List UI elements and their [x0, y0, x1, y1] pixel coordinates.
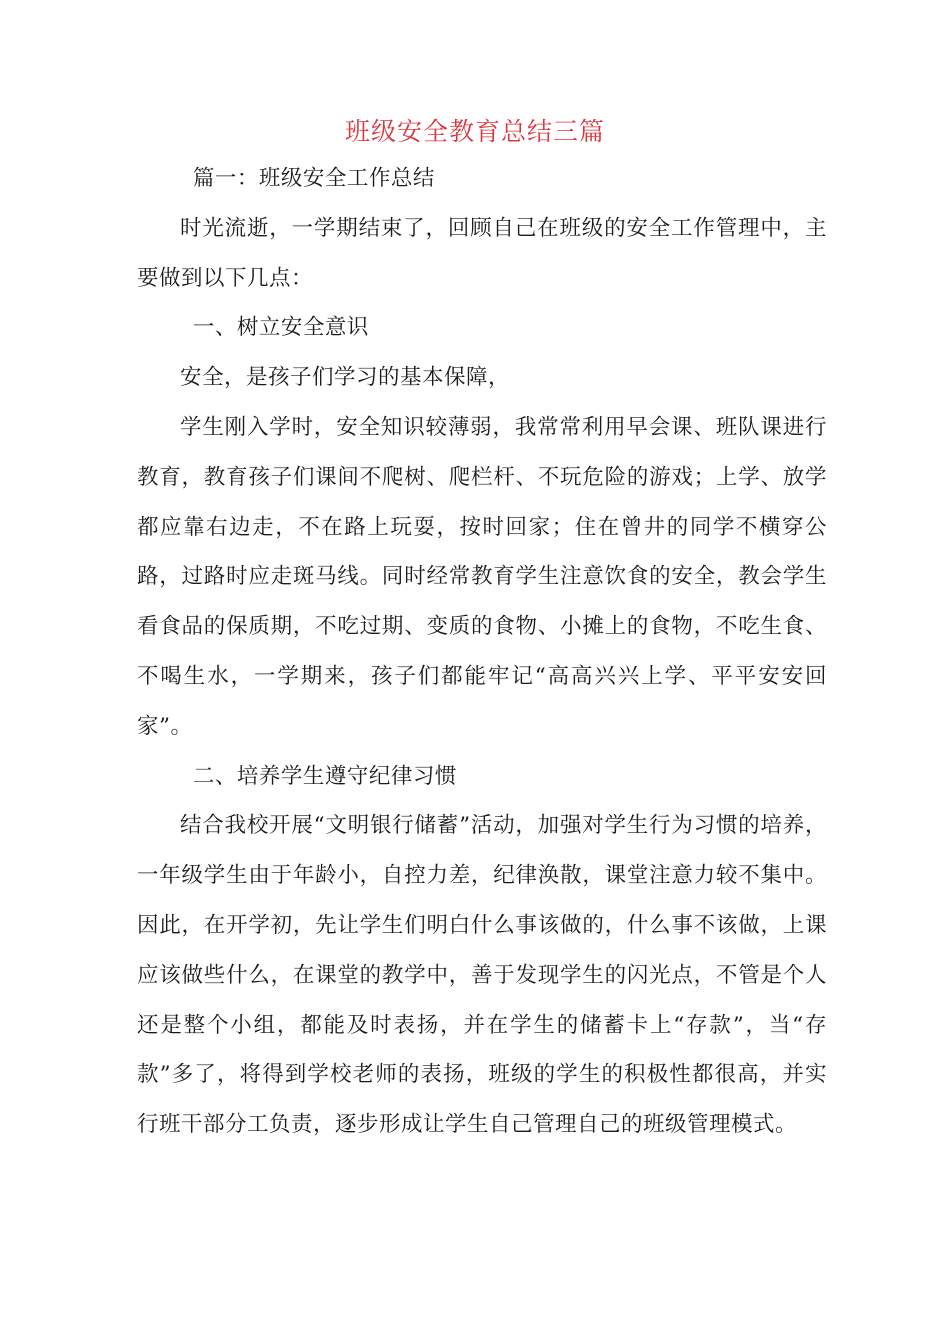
section-heading-discipline: 二、培养学生遵守纪律习惯 [192, 763, 457, 789]
document-title: 班级安全教育总结三篇 [344, 117, 605, 146]
paragraph-intro: 时光流逝，一学期结束了，回顾自己在班级的安全工作管理中，主要做到以下几点： [137, 215, 827, 291]
document-body [137, 154, 827, 1150]
section-heading-part-one: 篇一：班级安全工作总结 [192, 166, 435, 191]
section-heading-safety-awareness: 一、树立安全意识 [192, 315, 369, 341]
paragraph-safety-basis: 安全，是孩子们学习的基本保障， [180, 365, 511, 391]
paragraph-safety-education: 学生刚入学时，安全知识较薄弱，我常常利用早会课、班队课进行教育，教育孩子们课间不爬树、爬栏杆、不玩危险的游戏；上学、放学都应靠右边走，不在路上玩耍，按时回家；住在曾井的同学不横穿公路，过路时应走斑马线。同时经常教育学生注意饮食的安全，教会学生看食品的保质期，不吃过期、变质的食物、小摊上的食物，不吃生食、不喝生水，一学期来，孩子们都能牢记“高高兴兴上学、平平安安回家”。 [137, 414, 827, 739]
paragraph-discipline: 结合我校开展“文明银行储蓄”活动，加强对学生行为习惯的培养，一年级学生由于年龄小，自控力差，纪律涣散，课堂注意力较不集中。因此，在开学初，先让学生们明白什么事该做的，什么事不该做，上课应该做些什么，在课堂的教学中，善于发现学生的闪光点，不管是个人还是整个小组，都能及时表扬，并在学生的储蓄卡上“存款”，当“存款”多了，将得到学校老师的表扬，班级的学生的积极性都很高，并实行班干部分工负责，逐步形成让学生自己管理自己的班级管理模式。 [137, 813, 827, 1138]
